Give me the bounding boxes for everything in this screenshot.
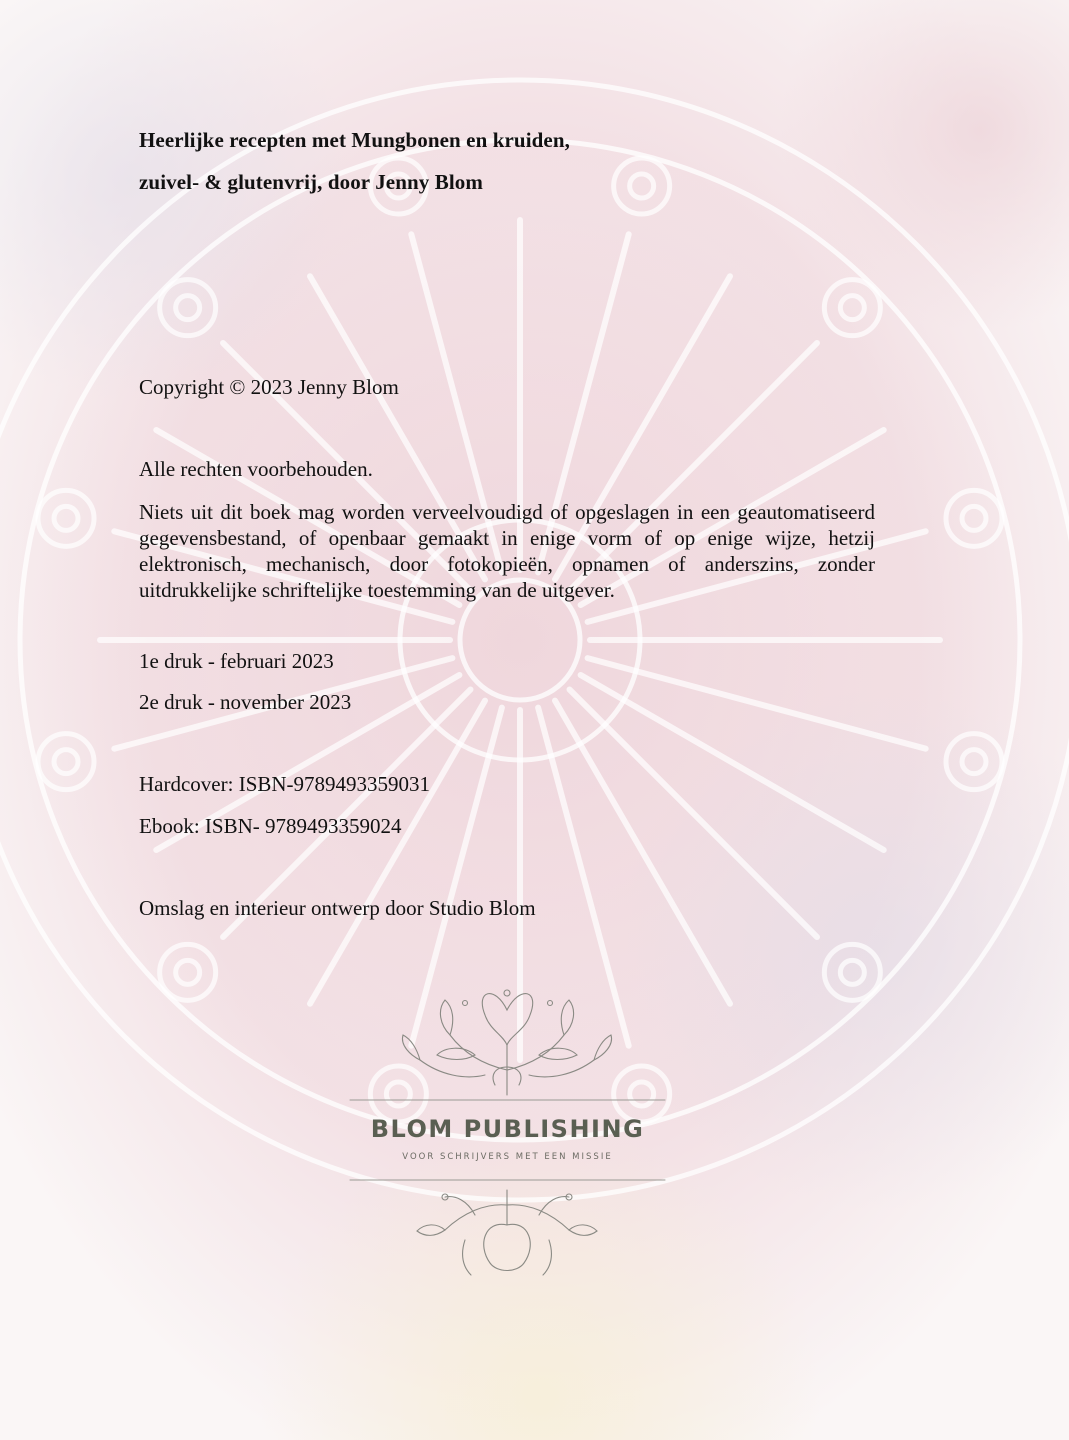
publisher-name: BLOM PUBLISHING: [370, 1115, 645, 1143]
publisher-tagline: VOOR SCHRIJVERS MET EEN MISSIE: [402, 1152, 613, 1162]
book-title-line-2: zuivel- & glutenvrij, door Jenny Blom: [139, 170, 483, 194]
edition-2: 2e druk - november 2023: [139, 690, 352, 714]
book-title-line-1: Heerlijke recepten met Mungbonen en kruiden,: [139, 128, 570, 152]
edition-1: 1e druk - februari 2023: [139, 649, 334, 673]
isbn-hardcover: Hardcover: ISBN-9789493359031: [139, 772, 431, 796]
publisher-logo: [345, 975, 670, 1285]
design-credit: Omslag en interieur ontwerp door Studio Blom: [139, 896, 536, 920]
copyright-notice: Copyright © 2023 Jenny Blom: [139, 375, 399, 399]
legal-paragraph: Niets uit dit boek mag worden verveelvoudigd of opgeslagen in een geautomatiseerd gegevensbestand, of openbaar gemaakt in enige vorm of op enige wijze, hetzij elektronisch, mechanisch, door fotokopieën, opnamen of anderszins, zonder uitdrukkelijke schriftelijke toestemming van de uitgever.: [139, 500, 875, 602]
isbn-ebook: Ebook: ISBN- 9789493359024: [139, 814, 402, 838]
rights-reserved: Alle rechten voorbehouden.: [139, 457, 373, 481]
